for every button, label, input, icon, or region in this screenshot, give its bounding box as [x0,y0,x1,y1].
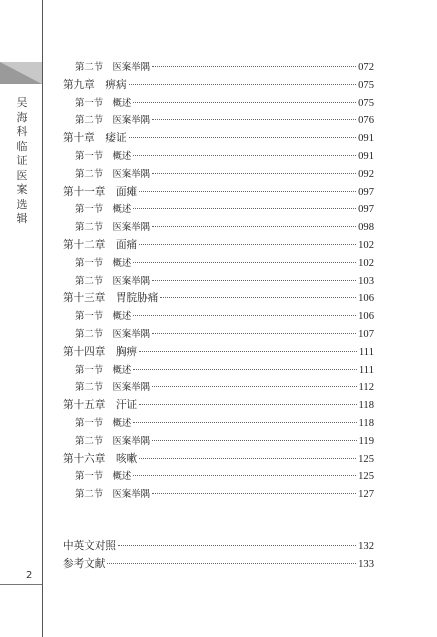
toc-entry-label: 第一节 概述 [75,150,132,162]
toc-section-entry[interactable] [63,112,374,130]
dot-leader [133,155,356,156]
toc-entry-label: 第二节 医案举隅 [75,489,151,501]
dot-leader [129,137,357,138]
toc-entry-page: 125 [358,453,374,465]
toc-chapter-entry[interactable] [63,77,374,95]
toc-entry-page: 091 [358,133,374,145]
toc-entry-page: 102 [358,239,374,251]
dot-leader [133,369,357,370]
toc-entry-label: 第一节 概述 [75,417,132,429]
dot-leader [152,493,356,494]
toc-section-entry[interactable] [63,362,374,380]
toc-entry-page: 075 [358,79,374,91]
toc-chapter-entry[interactable] [63,184,374,202]
dot-leader [152,440,356,441]
toc-entries [63,59,374,504]
dot-leader [160,297,356,298]
toc-section-entry[interactable] [63,255,374,273]
toc-entry-label: 第十章 痿证 [63,132,127,145]
dot-leader [133,262,356,263]
toc-entry-label: 第二节 医案举隅 [75,62,151,73]
toc-section-entry[interactable] [63,148,374,166]
toc-entry-label: 第十一章 面瘫 [63,185,138,198]
toc-section-entry[interactable] [63,201,374,219]
toc-section-entry[interactable] [63,326,374,344]
toc-entry-label: 第十二章 面痛 [63,238,138,251]
toc-entry-page: 075 [358,97,374,109]
toc-entry-label: 第一节 概述 [75,364,132,376]
dot-leader [133,475,356,476]
toc-entry-label: 第一节 概述 [75,97,132,109]
toc-entry-page: 076 [358,115,374,127]
toc-section-entry[interactable] [63,166,374,184]
toc-entry-label: 第二节 医案举隅 [75,275,151,287]
toc-entry-label: 第十六章 咳嗽 [63,452,138,465]
toc-entry-page: 107 [358,328,374,340]
toc-entry-label: 第二节 医案举隅 [75,168,151,180]
dot-leader [133,102,356,103]
dot-leader [133,422,356,423]
toc-chapter-entry[interactable] [63,290,374,308]
dot-leader [152,226,356,227]
toc-section-entry[interactable] [63,415,374,433]
toc-entry-page: 091 [358,150,374,162]
toc-entry-label: 第一节 概述 [75,204,132,216]
toc-section-entry[interactable] [63,486,374,504]
dot-leader [152,66,356,67]
dot-leader [139,191,356,192]
dot-leader [139,458,356,459]
appendix-entries [63,538,374,574]
page-number-rule [0,584,42,585]
toc-entry-page: 072 [358,62,374,73]
toc-section-entry[interactable] [63,468,374,486]
toc-section-entry[interactable] [63,433,374,451]
dot-leader [139,244,356,245]
toc-entry-label: 第一节 概述 [75,471,132,483]
toc-entry-page: 103 [358,275,374,287]
toc-entry-label: 第十三章 胃脘胁痛 [63,292,159,305]
toc-section-entry[interactable] [63,59,374,77]
dot-leader [139,351,357,352]
toc-chapter-entry[interactable] [63,130,374,148]
dot-leader [133,208,356,209]
toc-entry-page: 097 [358,204,374,216]
toc-entry-page: 125 [358,471,374,483]
dot-leader [152,280,356,281]
toc-entry-label: 中英文对照 [63,539,116,552]
toc-entry-page: 102 [358,257,374,269]
page-number: 2 [26,570,33,581]
toc-entry-page: 127 [358,489,374,501]
toc-entry-label: 参考文献 [63,557,106,570]
book-title-vertical: 吴海科临证医案选辑 [16,96,28,225]
dot-leader [152,119,356,120]
toc-chapter-entry[interactable] [63,397,374,415]
toc-entry-label: 第一节 概述 [75,311,132,323]
toc-entry-label: 第二节 医案举隅 [75,222,151,234]
toc-entry-label: 第二节 医案举隅 [75,435,151,447]
toc-entry-label: 第二节 医案举隅 [75,115,151,127]
toc-chapter-entry[interactable] [63,344,374,362]
dot-leader [152,386,356,387]
toc-entry-page: 098 [358,222,374,234]
margin-tab-shape [0,62,42,84]
dot-leader [107,563,356,564]
toc-entry-page: 111 [358,346,374,358]
toc-entry-page: 132 [358,540,374,552]
toc-entry-label: 第二节 医案举隅 [75,382,151,394]
dot-leader [152,173,356,174]
toc-entry-label: 第九章 痹病 [63,78,127,91]
toc-entry-label: 第一节 概述 [75,257,132,269]
dot-leader [139,404,356,405]
toc-entry-page: 106 [358,293,374,305]
page-margin-strip [0,0,43,637]
toc-section-entry[interactable] [63,379,374,397]
toc-entry-page: 118 [358,400,374,412]
toc-entry-label: 第十四章 胸痹 [63,345,138,358]
appendix-entry[interactable] [63,538,374,556]
toc-entry-page: 106 [358,311,374,323]
toc-entry-page: 119 [358,435,374,447]
dot-leader [129,84,357,85]
toc-section-entry[interactable] [63,273,374,291]
dot-leader [118,545,356,546]
toc-chapter-entry[interactable] [63,451,374,469]
toc-gap [63,504,374,538]
toc-entry-page: 133 [358,558,374,570]
toc-entry-page: 111 [358,364,374,376]
table-of-contents [63,59,374,574]
toc-entry-label: 第十五章 汗证 [63,399,138,412]
toc-entry-page: 092 [358,168,374,180]
toc-entry-page: 118 [358,417,374,429]
toc-entry-page: 112 [358,382,374,394]
dot-leader [152,333,356,334]
toc-section-entry[interactable] [63,308,374,326]
toc-section-entry[interactable] [63,95,374,113]
toc-chapter-entry[interactable] [63,237,374,255]
dot-leader [133,315,356,316]
toc-entry-page: 097 [358,186,374,198]
toc-entry-label: 第二节 医案举隅 [75,328,151,340]
toc-section-entry[interactable] [63,219,374,237]
appendix-entry[interactable] [63,556,374,574]
